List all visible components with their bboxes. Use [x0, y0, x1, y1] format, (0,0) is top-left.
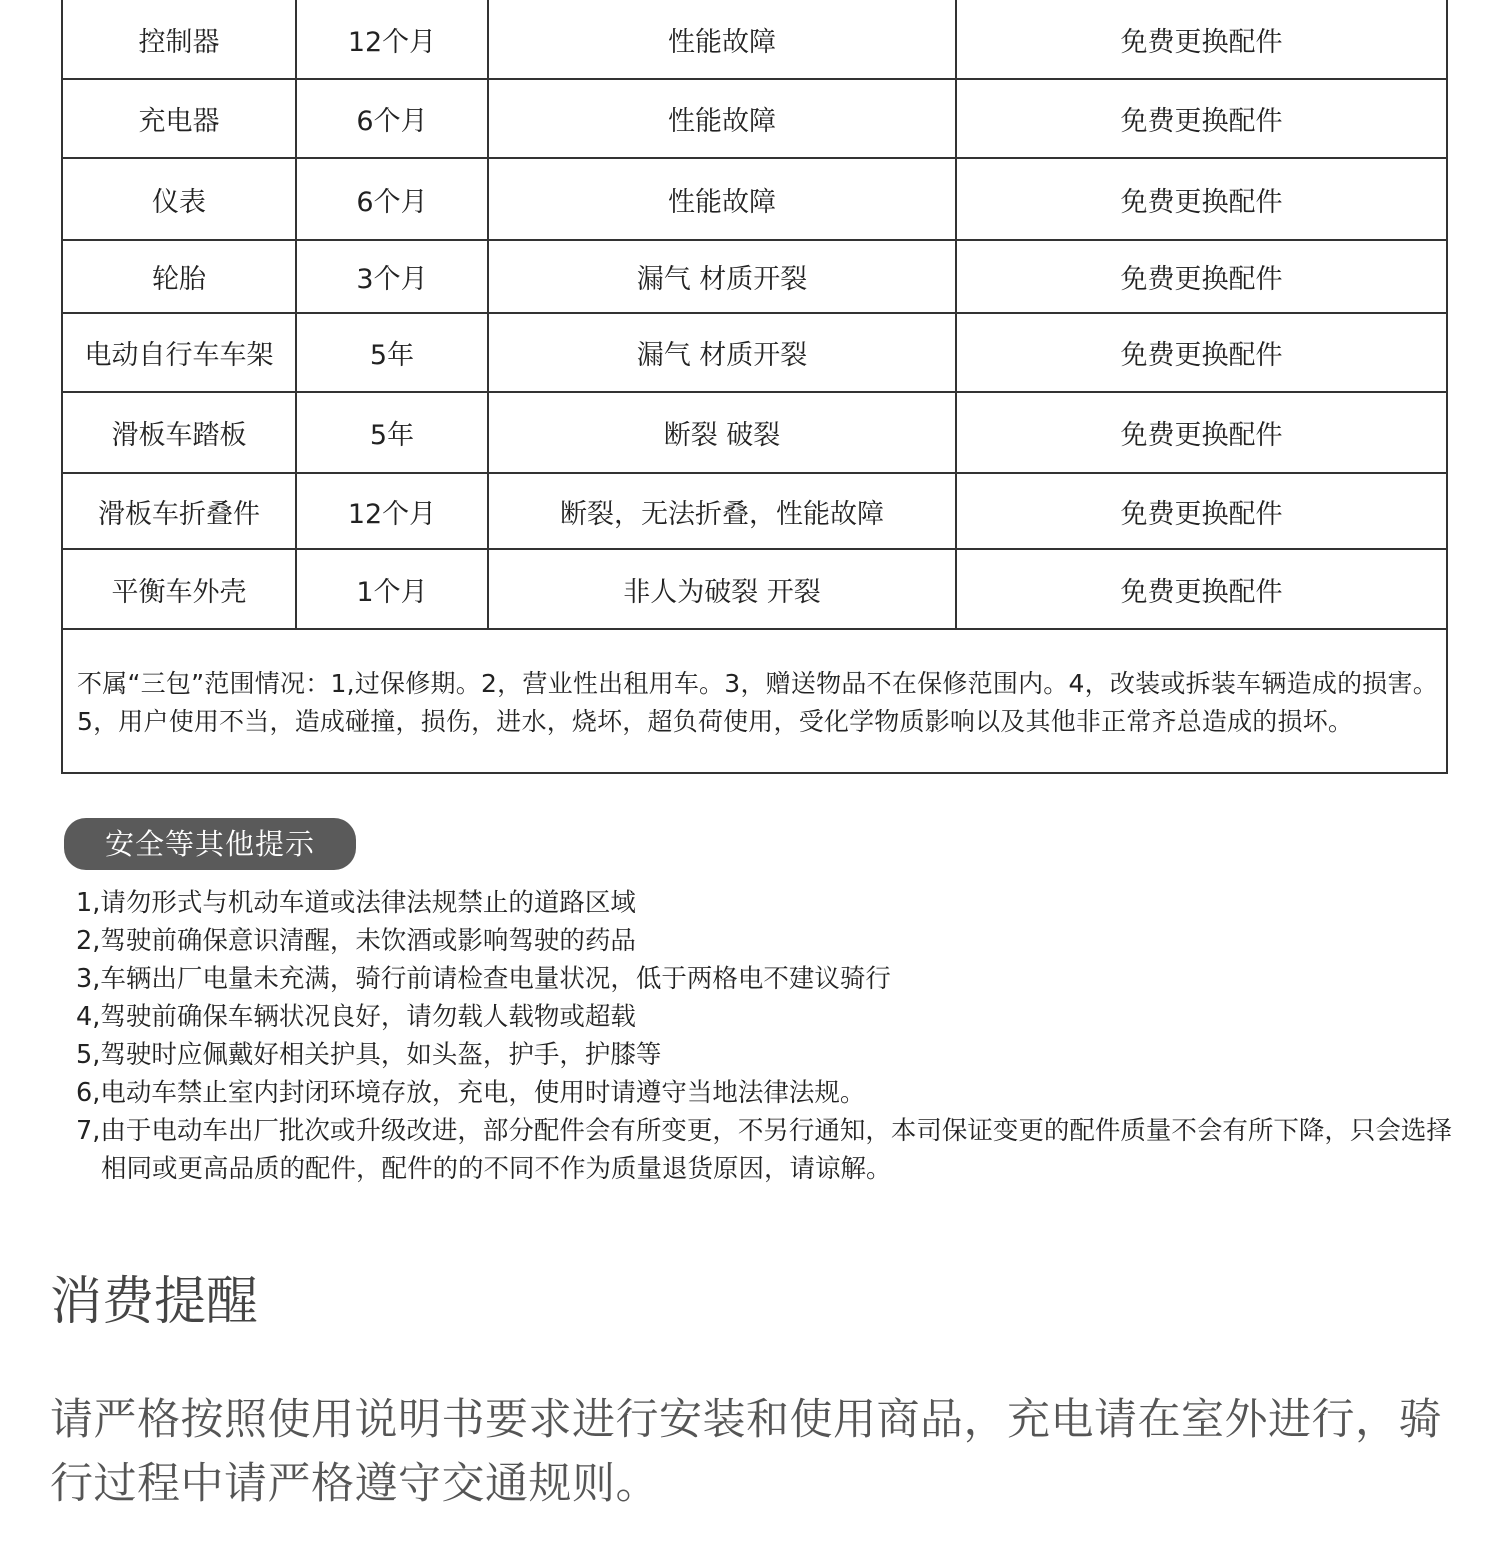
covered-issue-cell: 性能故障: [488, 0, 956, 79]
remedy-cell: 免费更换配件: [956, 549, 1447, 629]
covered-issue-cell: 断裂 破裂: [488, 392, 956, 473]
list-item: 3,车辆出厂电量未充满，骑行前请检查电量状况，低于两格电不建议骑行: [76, 964, 891, 994]
part-name-cell: 仪表: [62, 158, 296, 240]
covered-issue-cell: 漏气 材质开裂: [488, 240, 956, 313]
list-item: 5,驾驶时应佩戴好相关护具，如头盔，护手，护膝等: [76, 1040, 662, 1070]
consumer-reminder-body: 请严格按照使用说明书要求进行安装和使用商品，充电请在室外进行，骑行过程中请严格遵守交通规则。: [50, 1395, 1442, 1509]
list-item: 6,电动车禁止室内封闭环境存放，充电，使用时请遵守当地法律法规。: [76, 1078, 866, 1108]
part-name-cell: 滑板车折叠件: [62, 473, 296, 549]
list-item: 7,由于电动车出厂批次或升级改进，部分配件会有所变更，不另行通知，本司保证变更的配件质量不会有所下降，只会选择相同或更高品质的配件，配件的的不同不作为质量退货原因，请谅解。: [76, 1116, 1452, 1184]
warranty-period-cell: 1个月: [296, 549, 488, 629]
warranty-table: [61, 0, 1448, 774]
part-name-cell: 轮胎: [62, 240, 296, 313]
part-name-cell: 电动自行车车架: [62, 313, 296, 392]
covered-issue-cell: 漏气 材质开裂: [488, 313, 956, 392]
remedy-cell: 免费更换配件: [956, 158, 1447, 240]
table-row: [62, 79, 1447, 158]
safety-tips-list: [76, 884, 1456, 1188]
remedy-cell: 免费更换配件: [956, 79, 1447, 158]
part-name-cell: 控制器: [62, 0, 296, 79]
warranty-period-cell: 6个月: [296, 158, 488, 240]
warranty-period-cell: 5年: [296, 313, 488, 392]
part-name-cell: 滑板车踏板: [62, 392, 296, 473]
remedy-cell: 免费更换配件: [956, 240, 1447, 313]
warranty-period-cell: 12个月: [296, 0, 488, 79]
table-row: [62, 158, 1447, 240]
remedy-cell: 免费更换配件: [956, 473, 1447, 549]
safety-tips-badge: 安全等其他提示: [64, 818, 356, 870]
covered-issue-cell: 性能故障: [488, 79, 956, 158]
list-item: 4,驾驶前确保车辆状况良好，请勿载人载物或超载: [76, 1002, 636, 1032]
table-row: [62, 240, 1447, 313]
list-item: 1,请勿形式与机动车道或法律法规禁止的道路区域: [76, 888, 636, 918]
covered-issue-cell: 非人为破裂 开裂: [488, 549, 956, 629]
table-row: [62, 313, 1447, 392]
part-name-cell: 平衡车外壳: [62, 549, 296, 629]
warranty-period-cell: 12个月: [296, 473, 488, 549]
covered-issue-cell: 性能故障: [488, 158, 956, 240]
consumer-reminder-title: 消费提醒: [50, 1272, 259, 1332]
warranty-period-cell: 3个月: [296, 240, 488, 313]
table-row: [62, 473, 1447, 549]
warranty-period-cell: 6个月: [296, 79, 488, 158]
remedy-cell: 免费更换配件: [956, 313, 1447, 392]
table-row: [62, 549, 1447, 629]
list-item: 2,驾驶前确保意识清醒，未饮酒或影响驾驶的药品: [76, 926, 636, 956]
remedy-cell: 免费更换配件: [956, 0, 1447, 79]
table-row: [62, 392, 1447, 473]
covered-issue-cell: 断裂，无法折叠，性能故障: [488, 473, 956, 549]
exclusions-row: [62, 629, 1447, 773]
part-name-cell: 充电器: [62, 79, 296, 158]
remedy-cell: 免费更换配件: [956, 392, 1447, 473]
table-row: [62, 0, 1447, 79]
warranty-period-cell: 5年: [296, 392, 488, 473]
exclusions-note: 不属“三包”范围情况：1,过保修期。2，营业性出租用车。3，赠送物品不在保修范围内。4，改装或拆装车辆造成的损害。5，用户使用不当，造成碰撞，损伤，进水，烧坏，超负荷使用，受化学物质影响以及其他非正常齐总造成的损坏。: [62, 629, 1447, 773]
